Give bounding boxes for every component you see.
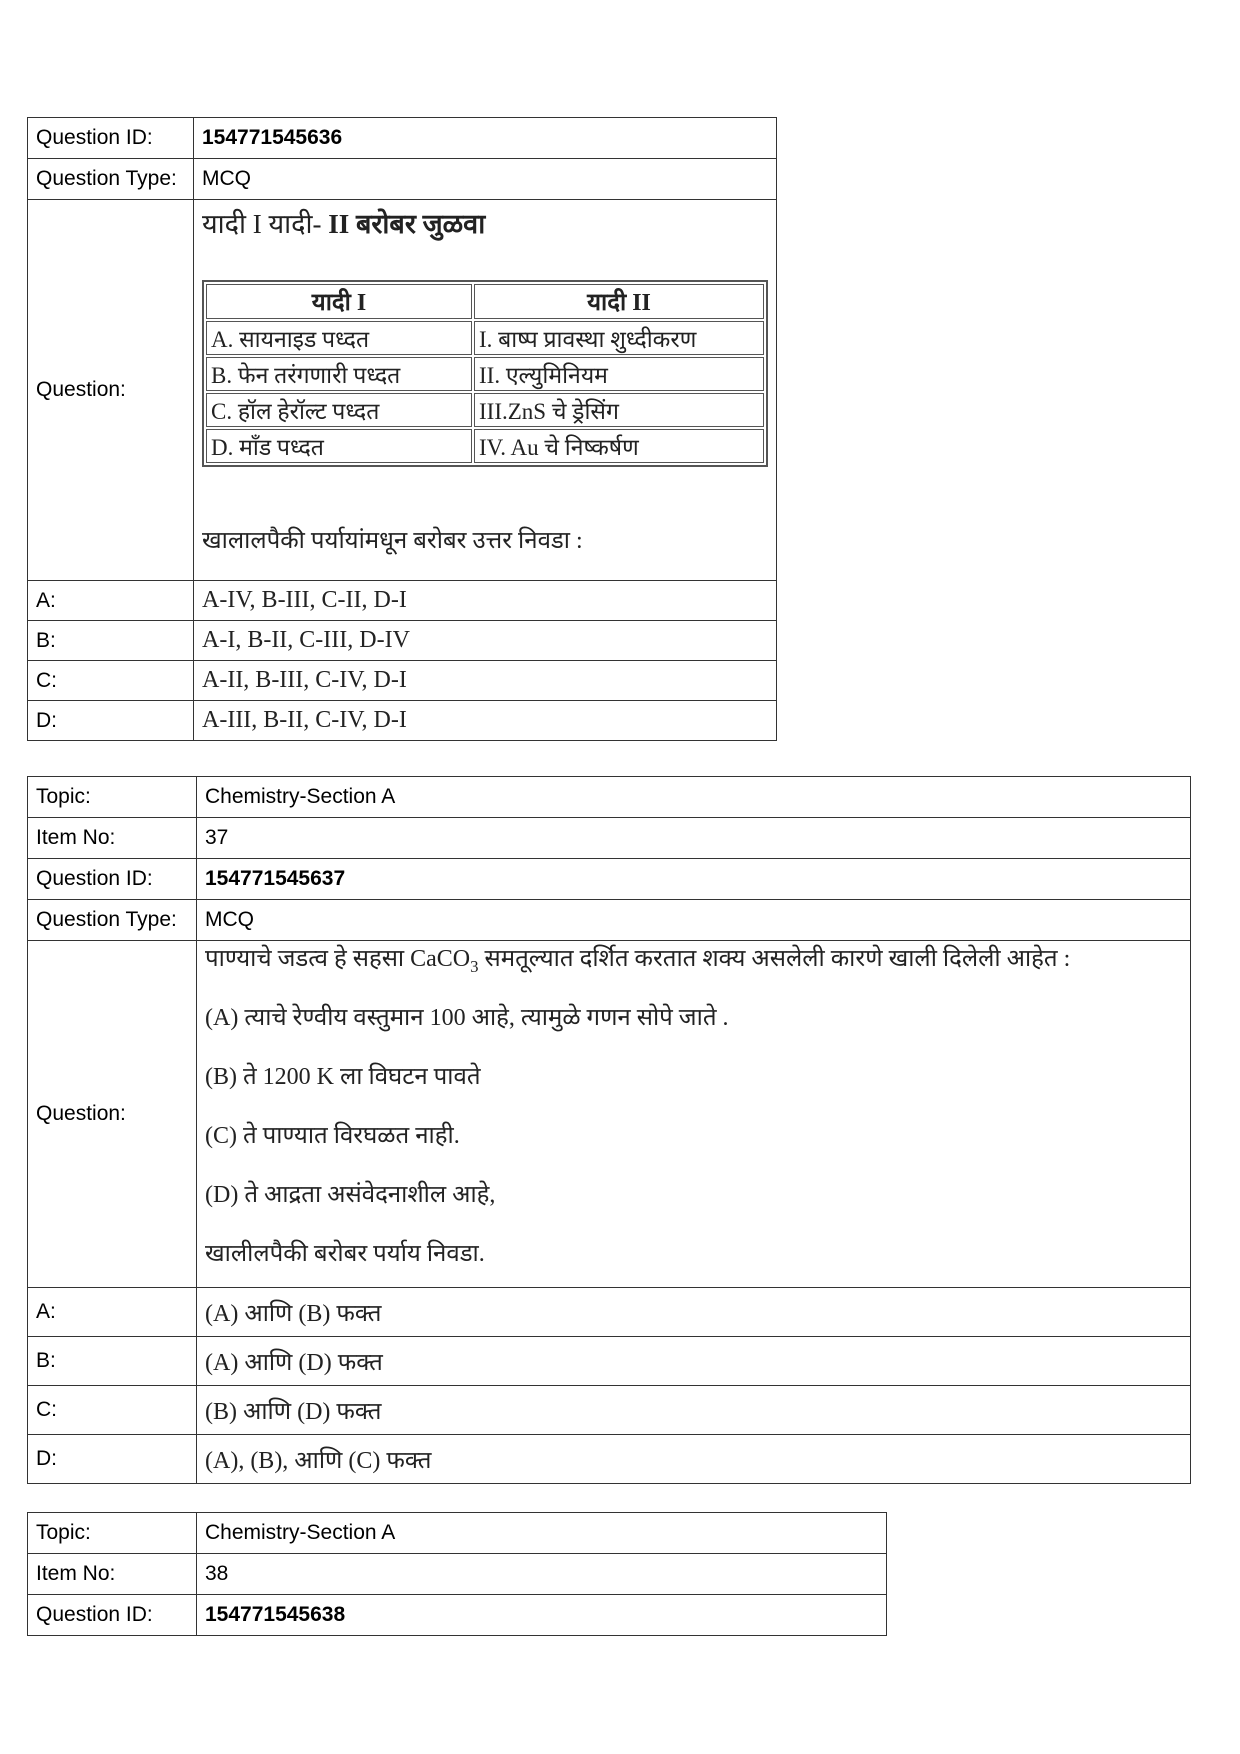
topic-value: Chemistry-Section A: [197, 777, 1191, 818]
match-row: [206, 321, 764, 355]
question-id-label: Question ID:: [28, 859, 197, 900]
topic-row: [28, 777, 1191, 818]
topic-row: [28, 1513, 887, 1554]
question-id-label: Question ID:: [28, 118, 194, 159]
question-type-value: MCQ: [194, 159, 777, 200]
question-row: [28, 941, 1191, 1288]
option-row: [28, 1435, 1191, 1484]
question-instruction: खालीलपैकी बरोबर पर्याय निवडा.: [205, 1241, 485, 1267]
item-no-row: [28, 1554, 887, 1595]
match-row: [206, 357, 764, 391]
option-row: [28, 581, 777, 621]
option-row: [28, 1288, 1191, 1337]
item-no-value: 37: [197, 818, 1191, 859]
match-right-cell: III.ZnS चे ड्रेसिंग: [474, 393, 764, 427]
option-text: A-III, B-II, C-IV, D-I: [194, 701, 777, 741]
intro-text-end: समतूल्यात दर्शित करतात शक्य असलेली कारणे खाली दिलेली आहेत :: [478, 946, 1071, 972]
match-left-cell: C. हॉल हेरॉल्ट पध्दत: [206, 393, 472, 427]
question-type-label: Question Type:: [28, 159, 194, 200]
heading-part-1: यादी I यादी-: [202, 209, 322, 239]
match-row: [206, 393, 764, 427]
item-no-value: 38: [197, 1554, 887, 1595]
option-label: A:: [28, 1288, 197, 1337]
option-text: (A), (B), आणि (C) फक्त: [197, 1435, 1191, 1484]
match-right-cell: II. एल्युमिनियम: [474, 357, 764, 391]
option-label: B:: [28, 621, 194, 661]
option-text: A-IV, B-III, C-II, D-I: [194, 581, 777, 621]
question-type-value: MCQ: [197, 900, 1191, 941]
match-header-right: यादी II: [474, 284, 764, 319]
item-no-row: [28, 818, 1191, 859]
topic-value: Chemistry-Section A: [197, 1513, 887, 1554]
match-right-cell: I. बाष्प प्रावस्था शुध्दीकरण: [474, 321, 764, 355]
question-content: [194, 200, 777, 581]
question-row: [28, 200, 777, 581]
option-row: [28, 621, 777, 661]
match-left-cell: D. मॉंड पध्दत: [206, 429, 472, 463]
match-left-cell: B. फेन तरंगणारी पध्दत: [206, 357, 472, 391]
match-header-left: यादी I: [206, 284, 472, 319]
question-label: Question:: [28, 200, 194, 581]
statement-a: (A) त्याचे रेण्वीय वस्तुमान 100 आहे, त्यामुळे गणन सोपे जाते .: [205, 1005, 729, 1031]
option-row: [28, 1337, 1191, 1386]
option-label: A:: [28, 581, 194, 621]
option-text: A-II, B-III, C-IV, D-I: [194, 661, 777, 701]
match-right-cell: IV. Au चे निष्कर्षण: [474, 429, 764, 463]
question-intro: [205, 945, 1182, 1004]
option-row: [28, 701, 777, 741]
option-row: [28, 1386, 1191, 1435]
topic-label: Topic:: [28, 777, 197, 818]
item-no-label: Item No:: [28, 1554, 197, 1595]
question-id-value: 154771545638: [197, 1595, 887, 1636]
question-id-row: [28, 859, 1191, 900]
question-table-3: [27, 1512, 887, 1636]
question-instruction: खालालपैकी पर्यायांमधून बरोबर उत्तर निवडा :: [202, 528, 583, 554]
option-label: C:: [28, 1386, 197, 1435]
match-row: [206, 429, 764, 463]
question-type-row: [28, 900, 1191, 941]
statement-d: (D) ते आद्रता असंवेदनाशील आहे,: [205, 1182, 496, 1208]
question-id-label: Question ID:: [28, 1595, 197, 1636]
topic-label: Topic:: [28, 1513, 197, 1554]
question-content: [197, 941, 1191, 1288]
option-text: (B) आणि (D) फक्त: [197, 1386, 1191, 1435]
option-label: D:: [28, 701, 194, 741]
heading-part-2: II बरोबर जुळवा: [328, 209, 486, 239]
option-text: (A) आणि (B) फक्त: [197, 1288, 1191, 1337]
match-left-cell: A. सायनाइड पध्दत: [206, 321, 472, 355]
statement-c: (C) ते पाण्यात विरघळत नाही.: [205, 1123, 460, 1149]
option-text: (A) आणि (D) फक्त: [197, 1337, 1191, 1386]
match-table: [202, 280, 768, 467]
question-type-row: [28, 159, 777, 200]
question-label: Question:: [28, 941, 197, 1288]
question-id-value: 154771545637: [197, 859, 1191, 900]
question-id-value: 154771545636: [194, 118, 777, 159]
item-no-label: Item No:: [28, 818, 197, 859]
intro-subscript: 3: [470, 956, 479, 976]
option-label: D:: [28, 1435, 197, 1484]
question-table-1: [27, 117, 777, 741]
question-id-row: [28, 118, 777, 159]
option-label: C:: [28, 661, 194, 701]
option-row: [28, 661, 777, 701]
statement-b: (B) ते 1200 K ला विघटन पावते: [205, 1064, 481, 1090]
question-type-label: Question Type:: [28, 900, 197, 941]
intro-text: पाण्याचे जडत्व हे सहसा CaCO: [205, 946, 471, 972]
option-text: A-I, B-II, C-III, D-IV: [194, 621, 777, 661]
question-heading: [202, 208, 768, 240]
question-id-row: [28, 1595, 887, 1636]
question-table-2: [27, 776, 1191, 1484]
option-label: B:: [28, 1337, 197, 1386]
